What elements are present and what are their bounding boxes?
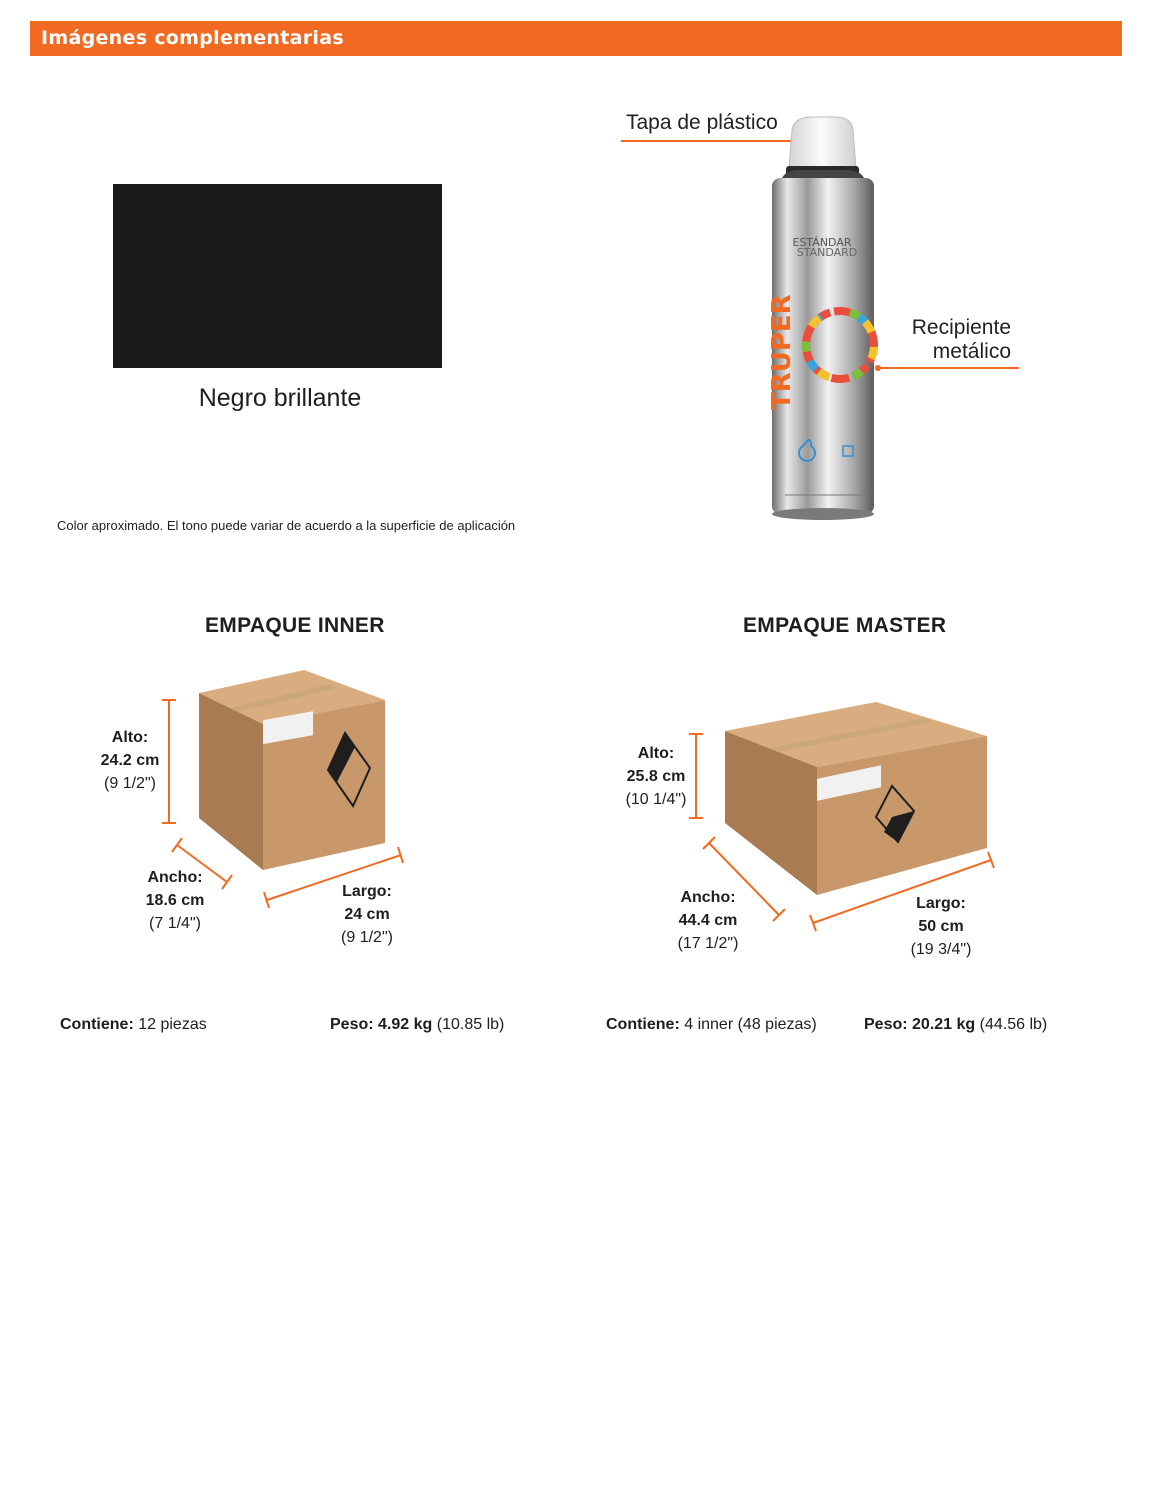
inner-contents-value: 12 piezas: [138, 1016, 207, 1033]
inner-height-dim: [90, 726, 170, 795]
master-contents-value: 4 inner (48 piezas): [684, 1016, 817, 1033]
callout-body-line2: metálico: [932, 340, 1011, 363]
inner-title: EMPAQUE INNER: [205, 614, 385, 637]
inner-width-metric: 18.6 cm: [145, 892, 205, 909]
master-height-label: Alto:: [637, 745, 675, 762]
master-width-label: Ancho:: [680, 889, 736, 906]
section-title: Imágenes complementarias: [41, 27, 344, 49]
master-weight-imperial: (44.56 lb): [979, 1016, 1048, 1033]
section-header: [30, 21, 1122, 56]
callout-cap-label: Tapa de plástico: [626, 111, 778, 134]
inner-weight-label: Peso:: [330, 1016, 374, 1033]
inner-height-metric: 24.2 cm: [100, 752, 160, 769]
master-length-dim: [900, 892, 982, 961]
inner-width-imperial: (7 1/4"): [149, 915, 201, 932]
inner-weight-metric: 4.92 kg: [378, 1016, 433, 1033]
inner-box-side: [199, 693, 263, 870]
color-disclaimer: Color aproximado. El tono puede variar de acuerdo a la superficie de aplicación: [57, 518, 516, 533]
inner-length-label: Largo:: [342, 883, 392, 900]
master-width-imperial: (17 1/2"): [677, 935, 739, 952]
master-width-metric: 44.4 cm: [678, 912, 738, 929]
master-contents-label: Contiene:: [606, 1016, 680, 1033]
master-contents: [606, 1016, 817, 1034]
inner-width-label: Ancho:: [147, 869, 203, 886]
master-length-metric: 50 cm: [918, 918, 964, 935]
inner-width-dim: [133, 866, 217, 935]
master-weight-label: Peso:: [864, 1016, 908, 1033]
inner-length-metric: 24 cm: [344, 906, 390, 923]
inner-weight: [330, 1016, 504, 1034]
spray-can-illustration: [600, 100, 1060, 530]
inner-weight-imperial: (10.85 lb): [436, 1016, 505, 1033]
master-weight: [864, 1016, 1047, 1034]
inner-contents-label: Contiene:: [60, 1016, 134, 1033]
master-width-dim: [668, 886, 748, 955]
master-length-label: Largo:: [916, 895, 966, 912]
master-weight-metric: 20.21 kg: [912, 1016, 976, 1033]
color-name: Negro brillante: [198, 384, 362, 412]
plastic-cap: [789, 117, 856, 168]
label-line2: STANDARD: [796, 246, 858, 259]
master-height-dim: [618, 742, 694, 811]
inner-height-imperial: (9 1/2"): [104, 775, 156, 792]
master-title: EMPAQUE MASTER: [743, 614, 947, 637]
inner-length-imperial: (9 1/2"): [341, 929, 393, 946]
master-length-imperial: (19 3/4"): [910, 941, 972, 958]
callout-body-line1: Recipiente: [911, 316, 1011, 339]
inner-height-label: Alto:: [111, 729, 149, 746]
color-swatch: [113, 184, 442, 368]
brand-logo: TRUPER: [767, 294, 797, 410]
master-height-imperial: (10 1/4"): [625, 791, 687, 808]
master-height-metric: 25.8 cm: [626, 768, 686, 785]
inner-length-dim: [326, 880, 408, 949]
inner-contents: [60, 1016, 207, 1034]
label-line1: ESTÁNDAR: [792, 236, 852, 249]
